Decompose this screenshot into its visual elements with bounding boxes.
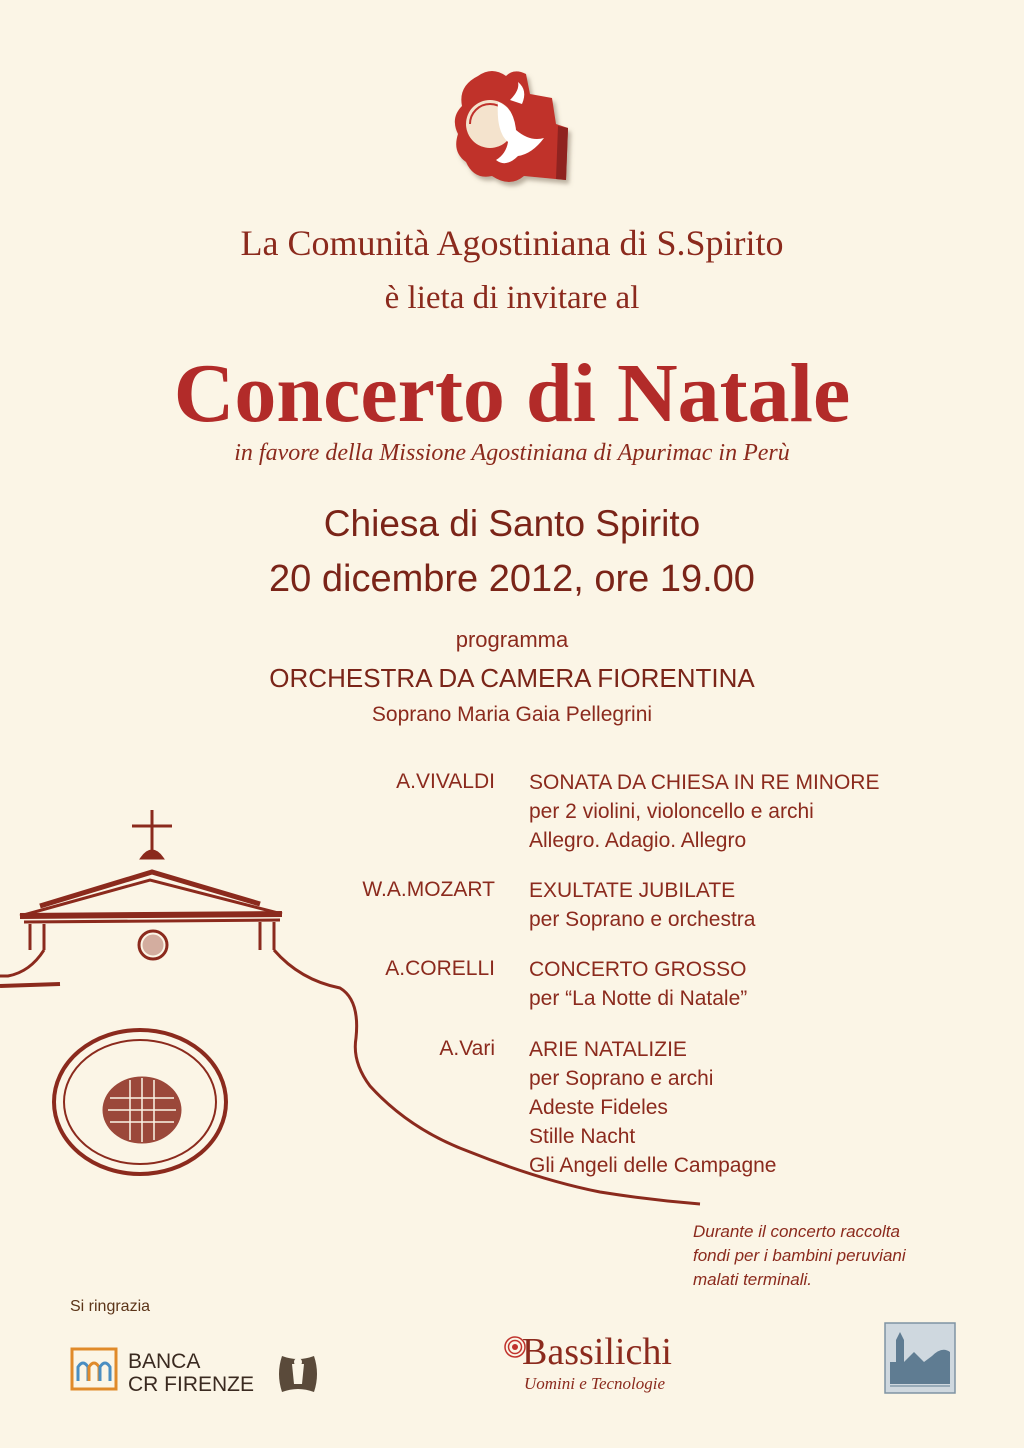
piece-corelli (529, 955, 747, 1013)
bassilichi-tagline: Uomini e Tecnologie (524, 1374, 666, 1393)
composer-mozart: W.A.MOZART (362, 878, 495, 901)
piece-line: Stille Nacht (529, 1125, 636, 1148)
orchestra-name: ORCHESTRA DA CAMERA FIORENTINA (269, 663, 755, 693)
invitation-line: è lieta di invitare al (384, 280, 640, 316)
banca-line: BANCA (128, 1350, 201, 1373)
piece-line: SONATA DA CHIESA IN RE MINORE (529, 771, 880, 794)
augustinian-emblem-icon (448, 62, 578, 197)
composer-corelli: A.CORELLI (385, 957, 495, 980)
piece-line: CONCERTO GROSSO (529, 958, 747, 981)
piece-line: Allegro. Adagio. Allegro (529, 829, 747, 852)
organizer-line: La Comunità Agostiniana di S.Spirito (240, 223, 784, 263)
piece-vari (529, 1035, 777, 1180)
seal-logo-icon (276, 1352, 320, 1401)
thanks-label: Si ringrazia (70, 1298, 151, 1315)
piece-line: EXULTATE JUBILATE (529, 879, 736, 902)
subtitle: in favore della Missione Agostiniana di Apurimac in Perù (234, 440, 790, 466)
composer-vivaldi: A.VIVALDI (396, 770, 495, 793)
piece-vivaldi (529, 768, 879, 855)
piece-line: ARIE NATALIZIE (529, 1038, 687, 1061)
note-line: fondi per i bambini peruviani (693, 1246, 906, 1265)
note-line: malati terminali. (693, 1270, 813, 1289)
note-line: Durante il concerto raccolta (693, 1222, 900, 1241)
program-label: programma (455, 627, 569, 652)
bassilichi-name: Bassilichi (522, 1331, 672, 1373)
piece-line: per Soprano e archi (529, 1067, 714, 1090)
piece-line: Adeste Fideles (529, 1096, 668, 1119)
page-title: Concerto di Natale (173, 347, 851, 440)
church-facade-illustration (0, 800, 720, 1265)
piece-line: per 2 violini, violoncello e archi (529, 800, 814, 823)
fundraising-note (693, 1220, 906, 1292)
piece-line: Gli Angeli delle Campagne (529, 1154, 777, 1177)
piece-line: per “La Notte di Natale” (529, 987, 748, 1010)
piece-mozart (529, 876, 755, 934)
banca-cr-firenze-name (128, 1350, 254, 1396)
amici-santo-spirito-logo-icon (884, 1322, 956, 1399)
banca-cr-firenze-logo-icon (70, 1347, 118, 1396)
venue: Chiesa di Santo Spirito (323, 503, 701, 544)
event-date: 20 dicembre 2012, ore 19.00 (269, 558, 755, 600)
soloist: Soprano Maria Gaia Pellegrini (371, 703, 653, 726)
piece-line: per Soprano e orchestra (529, 908, 756, 931)
banca-line: CR FIRENZE (128, 1373, 254, 1396)
composer-vari: A.Vari (439, 1037, 495, 1060)
